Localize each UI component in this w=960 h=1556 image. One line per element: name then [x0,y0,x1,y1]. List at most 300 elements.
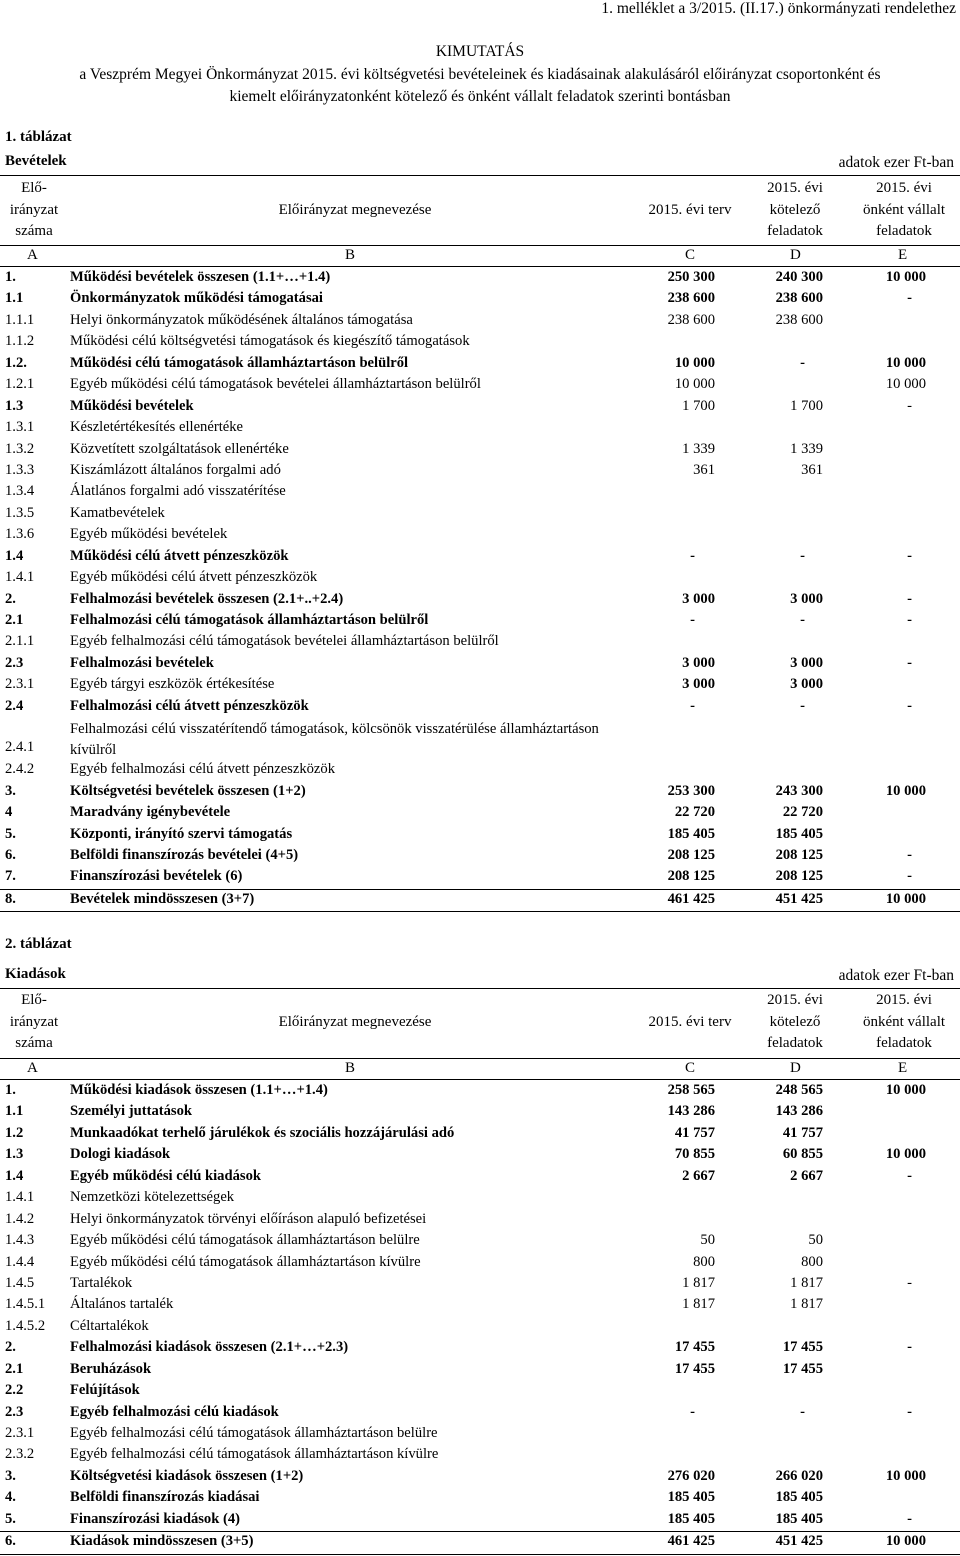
row-value-voluntary: - [907,868,912,885]
row-number: 2.4 [5,697,24,714]
row-name: Egyéb felhalmozási célú támogatások államháztartáson belülre [70,1425,438,1441]
col-a-header-line3: száma [15,1035,53,1051]
row-number: 4 [5,804,13,821]
table1-unit-note: adatok ezer Ft-ban [838,154,954,171]
row-value-mandatory: - [800,697,805,714]
row-name: Működési kiadások összesen (1.1+…+1.4) [70,1082,328,1098]
table-row [0,760,960,781]
row-value-plan: 461 425 [667,1533,715,1550]
row-value-mandatory: 185 405 [775,1510,823,1527]
col-a-header-line1: Elő- [21,180,47,196]
col-d-header [745,990,845,1055]
row-name: Belföldi finanszírozás bevételei (4+5) [70,846,299,863]
table2-body [0,1081,960,1555]
row-number: 1.3.2 [5,440,35,457]
row-value-voluntary: - [907,1274,912,1291]
col-e-header [848,178,960,243]
row-name: Egyéb működési célú támogatások államháztartáson kívülre [70,1253,421,1270]
row-value-voluntary: 10 000 [885,376,926,393]
row-name: Felhalmozási bevételek [70,654,214,671]
table-row [0,1210,960,1231]
row-value-mandatory: 1 700 [790,397,823,414]
row-value-plan: 3 000 [682,676,715,693]
row-value-mandatory: 248 565 [775,1082,823,1098]
table-row [0,889,960,912]
table-row [0,1081,960,1102]
letter-c: C [685,1060,696,1076]
table1-body [0,268,960,912]
row-value-mandatory: 243 300 [775,782,823,799]
row-value-plan: 143 286 [667,1103,715,1120]
row-name: Általános tartalék [70,1296,174,1313]
row-value-plan: - [690,1403,695,1420]
table-row [0,1488,960,1509]
row-number: 1. [5,269,16,285]
row-number: 5. [5,1510,16,1527]
row-value-voluntary: - [907,547,912,564]
table-row [0,1467,960,1488]
col-a-header-line2: irányzat [9,201,59,218]
row-number: 1.2. [5,354,27,371]
table-row [0,440,960,461]
col-a-header [0,990,68,1055]
col-e-header-line3: feladatok [876,223,932,239]
row-number: 1. [5,1082,16,1098]
row-value-mandatory: - [800,1403,805,1420]
row-name: Munkaadókat terhelő járulékok és szociális hozzájárulási adó [70,1124,455,1141]
letter-d: D [790,1060,801,1076]
row-name: Önkormányzatok működési támogatásai [70,290,323,307]
row-value-plan: 361 [693,461,715,478]
row-value-mandatory: 2 667 [790,1167,823,1184]
letter-d: D [790,247,801,263]
row-number: 1.4.3 [5,1232,35,1249]
table2-label: 2. táblázat [5,936,72,952]
row-number: 2.2 [5,1382,24,1399]
col-e-header [848,990,960,1055]
row-number: 2.3 [5,1403,24,1420]
row-name: Működési bevételek [70,397,194,414]
row-name: Felújítások [70,1382,140,1399]
row-value-mandatory: - [800,547,805,564]
row-number: 3. [5,782,16,799]
col-d-header [745,178,845,243]
row-value-mandatory: 41 757 [782,1124,823,1141]
row-name: Céltartalékok [70,1317,149,1334]
row-value-plan: 185 405 [667,1510,715,1527]
row-value-plan: 208 125 [667,868,715,885]
row-name: Egyéb működési célú támogatások államháztartáson belülre [70,1232,420,1249]
row-value-voluntary: - [907,290,912,307]
col-e-header-line3: feladatok [876,1035,932,1051]
row-name: Működési célú támogatások államháztartáson belülről [70,354,409,371]
table-row [0,482,960,503]
row-number: 1.4.5 [5,1274,35,1291]
row-value-plan: 2 667 [682,1167,715,1184]
row-value-plan: 250 300 [667,269,715,285]
row-number: 1.4.1 [5,569,35,586]
document-title: KIMUTATÁS [435,43,525,60]
row-name: Beruházások [70,1360,152,1377]
row-value-mandatory: 238 600 [775,311,823,328]
table-row [0,1145,960,1166]
row-value-voluntary: - [907,846,912,863]
row-number: 6. [5,1533,16,1550]
table-row [0,375,960,396]
table-row [0,397,960,418]
row-number: 1.2 [5,1124,24,1141]
row-value-voluntary: 10 000 [885,269,926,285]
row-name: Finanszírozási kiadások (4) [70,1510,241,1527]
row-value-plan: 50 [700,1232,715,1249]
row-number: 1.3 [5,1146,24,1163]
col-d-header-line3: feladatok [767,1035,823,1051]
table1-letter-row [0,246,960,267]
row-value-voluntary: 10 000 [885,1533,926,1550]
table-row [0,611,960,632]
row-number: 1.1 [5,1103,24,1120]
row-name: Működési bevételek összesen (1.1+…+1.4) [70,269,331,285]
row-name: Kamatbevételek [70,504,165,521]
row-name: Egyéb működési célú átvett pénzeszközök [70,569,318,586]
row-number: 1.3.5 [5,504,35,521]
col-a-header-line3: száma [15,223,53,239]
row-value-plan: 276 020 [667,1467,715,1484]
row-value-plan: - [690,612,695,628]
table-row [0,1231,960,1252]
row-name: Felhalmozási kiadások összesen (2.1+…+2.3) [70,1339,349,1356]
row-name: Felhalmozási célú átvett pénzeszközök [70,697,309,714]
row-value-mandatory: 361 [801,461,823,478]
row-value-voluntary: 10 000 [885,1467,926,1484]
row-value-mandatory: 1 817 [790,1274,823,1291]
row-number: 1.4 [5,1167,24,1184]
row-name: Központi, irányító szervi támogatás [70,825,293,842]
row-value-mandatory: 266 020 [775,1467,823,1484]
table-row [0,1338,960,1359]
letter-e: E [898,247,908,263]
row-number: 2.3.1 [5,1425,35,1441]
row-name: Finanszírozási bevételek (6) [70,868,243,885]
row-name: Egyéb működési célú kiadások [70,1167,261,1184]
row-name: Nemzetközi kötelezettségek [70,1189,235,1206]
table-row [0,568,960,589]
row-number: 1.3 [5,397,24,414]
row-name: Közvetített szolgáltatások ellenértéke [70,440,289,457]
row-number: 4. [5,1489,16,1506]
row-number: 1.4 [5,547,24,564]
row-value-mandatory: 451 425 [775,1533,823,1550]
row-number: 1.3.1 [5,419,35,436]
row-number: 1.2.1 [5,376,35,393]
row-value-plan: 185 405 [667,1489,715,1506]
table-row [0,718,960,760]
col-e-header-line2: önként vállalt [862,1013,946,1030]
row-value-plan: 1 817 [682,1296,715,1313]
row-value-voluntary: 10 000 [885,1146,926,1163]
row-value-plan: 3 000 [682,590,715,607]
row-value-plan: 800 [693,1253,715,1270]
col-b-header: Előirányzat megnevezése [278,202,432,218]
row-number: 1.4.5.1 [5,1296,46,1313]
table2-letter-row [0,1059,960,1080]
row-value-mandatory: 143 286 [775,1103,823,1120]
row-name: Felhalmozási bevételek összesen (2.1+..+2.4) [70,590,344,607]
row-name: Egyéb felhalmozási célú támogatások államháztartáson kívülre [70,1446,439,1463]
row-number: 7. [5,868,16,885]
row-name: Személyi juttatások [70,1103,193,1120]
table-row [0,1295,960,1316]
row-name: Bevételek mindösszesen (3+7) [70,890,255,907]
row-value-mandatory: 17 455 [782,1339,823,1356]
col-d-header-line1: 2015. évi [767,992,823,1008]
col-d-header-line2: kötelező [769,1013,821,1030]
row-value-mandatory: 3 000 [790,654,823,671]
row-name: Működési célú költségvetési támogatások és kiegészítő támogatások [70,333,470,350]
row-value-mandatory: 3 000 [790,590,823,607]
row-value-voluntary: 10 000 [885,1082,926,1098]
row-number: 1.4.5.2 [5,1317,46,1334]
row-number: 2.3 [5,654,24,671]
row-name: Készletértékesítés ellenértéke [70,419,244,436]
table-row [0,675,960,696]
row-number: 1.4.1 [5,1189,35,1206]
row-value-plan: 10 000 [674,376,715,393]
row-name: Egyéb felhalmozási célú kiadások [70,1403,279,1420]
row-number: 2.4.1 [5,739,35,756]
table-row [0,782,960,803]
table-row [0,1360,960,1381]
row-name: Költségvetési bevételek összesen (1+2) [70,782,306,799]
decree-reference: 1. melléklet a 3/2015. (II.17.) önkormányzati rendelethez [601,0,956,17]
col-a-header [0,178,68,243]
row-number: 2. [5,1339,16,1356]
row-name: Belföldi finanszírozás kiadásai [70,1489,260,1506]
row-name: Egyéb felhalmozási célú támogatások bevételei államháztartáson belülről [70,633,499,650]
row-name: Felhalmozási célú visszatérítendő támogatások, kölcsönök visszatérülése államháztartáson kívülről [70,721,599,759]
row-name: Kiszámlázott általános forgalmi adó [70,461,281,478]
row-value-plan: 253 300 [667,782,715,799]
row-name: Tartalékok [70,1274,133,1291]
table1-top-rule [0,175,960,176]
row-value-mandatory: 238 600 [775,290,823,307]
row-value-plan: - [690,697,695,714]
letter-a: A [27,1060,38,1076]
row-name: Egyéb működési bevételek [70,526,228,543]
col-c-header: 2015. évi terv [648,202,732,218]
row-value-voluntary: 10 000 [885,354,926,371]
row-name: Maradvány igénybevétele [70,804,231,821]
row-value-mandatory: 3 000 [790,676,823,693]
letter-b: B [345,247,356,263]
row-name: Kiadások mindösszesen (3+5) [70,1533,254,1550]
row-number: 1.3.3 [5,461,35,478]
table-row [0,332,960,353]
table-row [0,1253,960,1274]
table-row [0,1424,960,1445]
row-value-plan: - [690,547,695,564]
table-row [0,547,960,568]
row-name: Helyi önkormányzatok törvényi előíráson alapuló befizetései [70,1210,427,1227]
table-row [0,632,960,653]
row-name: Dologi kiadások [70,1146,171,1163]
table-row [0,311,960,332]
row-value-voluntary: - [907,1339,912,1356]
row-value-plan: 70 855 [674,1146,715,1163]
table-row [0,1274,960,1295]
table-row [0,825,960,846]
row-value-plan: 10 000 [674,354,715,371]
row-value-mandatory: 60 855 [782,1146,823,1163]
row-value-plan: 1 700 [682,397,715,414]
row-value-plan: 17 455 [674,1339,715,1356]
row-value-plan: 3 000 [682,654,715,671]
document-subtitle-line2: kiemelt előirányzatonként kötelező és önként vállalt feladatok szerinti bontásban [229,88,731,105]
row-name: Működési célú átvett pénzeszközök [70,547,289,564]
row-value-mandatory: 50 [808,1232,823,1249]
document-subtitle-line1: a Veszprém Megyei Önkormányzat 2015. évi költségvetési bevételeinek és kiadásainak alakulásáról előirányzat csoportonként és [79,66,881,83]
row-value-voluntary: 10 000 [885,782,926,799]
row-name: Álatlános forgalmi adó visszatérítése [70,483,286,500]
row-value-plan: 1 339 [682,440,715,457]
row-value-plan: 185 405 [667,825,715,842]
table-row [0,268,960,289]
row-number: 3. [5,1467,16,1484]
table-row [0,289,960,310]
letter-e: E [898,1060,908,1076]
row-value-voluntary: - [907,1403,912,1420]
col-d-header-line1: 2015. évi [767,180,823,196]
row-number: 1.4.2 [5,1210,35,1227]
row-name: Egyéb tárgyi eszközök értékesítése [70,676,275,693]
row-value-plan: 41 757 [674,1124,715,1141]
table-row [0,803,960,824]
table1-label: 1. táblázat [5,129,72,145]
col-b-header: Előirányzat megnevezése [278,1014,432,1030]
table-row [0,654,960,675]
table-row [0,1167,960,1188]
row-name: Egyéb működési célú támogatások bevételei államháztartáson belülről [70,376,481,393]
row-value-voluntary: - [907,1167,912,1184]
table-row [0,354,960,375]
row-number: 1.4.4 [5,1253,35,1270]
row-number: 1.3.4 [5,483,35,500]
row-number: 1.1.1 [5,311,35,328]
table2-heading: Kiadások [5,966,66,982]
row-value-mandatory: 800 [801,1253,823,1270]
row-value-voluntary: - [907,1510,912,1527]
row-number: 1.1 [5,290,24,307]
row-name: Költségvetési kiadások összesen (1+2) [70,1467,304,1484]
row-value-mandatory: 1 339 [790,440,823,457]
table-row [0,1188,960,1209]
table-row [0,590,960,611]
table-row [0,846,960,867]
row-name: Helyi önkormányzatok működésének általános támogatása [70,311,413,328]
table-row [0,1531,960,1554]
row-number: 6. [5,846,16,863]
row-value-mandatory: 17 455 [782,1360,823,1377]
row-value-mandatory: 208 125 [775,846,823,863]
row-name: Felhalmozási célú támogatások államháztartáson belülről [70,612,429,628]
letter-a: A [27,247,38,263]
row-number: 8. [5,890,16,907]
table-row [0,1317,960,1338]
table-row [0,1102,960,1123]
row-value-mandatory: 240 300 [775,269,823,285]
row-value-mandatory: - [800,612,805,628]
col-a-header-line2: irányzat [9,1013,59,1030]
row-number: 5. [5,825,16,842]
row-value-mandatory: 208 125 [775,868,823,885]
table1-heading: Bevételek [5,153,67,169]
row-value-mandatory: 22 720 [782,804,823,821]
letter-b: B [345,1060,356,1076]
table-row [0,1381,960,1402]
row-value-voluntary: - [907,654,912,671]
row-value-voluntary: 10 000 [885,890,926,907]
row-name: Egyéb felhalmozási célú átvett pénzeszközök [70,761,336,778]
row-value-plan: 208 125 [667,846,715,863]
row-value-plan: 238 600 [667,311,715,328]
row-number: 2.1.1 [5,633,35,650]
row-number: 2.3.2 [5,1446,35,1463]
row-number: 1.1.2 [5,333,35,350]
row-value-plan: 258 565 [667,1082,715,1098]
table2-top-rule [0,988,960,989]
row-value-mandatory: 451 425 [775,890,823,907]
col-e-header-line1: 2015. évi [876,180,932,196]
col-a-header-line1: Elő- [21,992,47,1008]
table-row [0,525,960,546]
table-row [0,697,960,718]
row-number: 2.4.2 [5,761,35,778]
row-number: 2.1 [5,1360,24,1377]
table-row [0,1510,960,1531]
row-value-plan: 238 600 [667,290,715,307]
table-row [0,1403,960,1424]
row-value-mandatory: - [800,354,805,371]
row-value-plan: 461 425 [667,890,715,907]
col-c-header: 2015. évi terv [648,1014,732,1030]
table-row [0,867,960,888]
row-value-mandatory: 185 405 [775,825,823,842]
row-number: 1.3.6 [5,526,35,543]
table2-unit-note: adatok ezer Ft-ban [838,967,954,984]
table-row [0,1445,960,1466]
table-row [0,504,960,525]
letter-c: C [685,247,696,263]
col-d-header-line3: feladatok [767,223,823,239]
row-value-plan: 17 455 [674,1360,715,1377]
row-value-voluntary: - [907,612,912,628]
table-row [0,418,960,439]
row-value-mandatory: 1 817 [790,1296,823,1313]
table-row [0,1124,960,1145]
row-number: 2.1 [5,612,24,628]
col-e-header-line1: 2015. évi [876,992,932,1008]
row-value-voluntary: - [907,397,912,414]
row-value-plan: 1 817 [682,1274,715,1291]
table-row [0,461,960,482]
row-value-mandatory: 185 405 [775,1489,823,1506]
row-value-voluntary: - [907,697,912,714]
col-e-header-line2: önként vállalt [862,201,946,218]
row-value-voluntary: - [907,590,912,607]
row-number: 2.3.1 [5,676,35,693]
col-d-header-line2: kötelező [769,201,821,218]
row-value-plan: 22 720 [674,804,715,821]
